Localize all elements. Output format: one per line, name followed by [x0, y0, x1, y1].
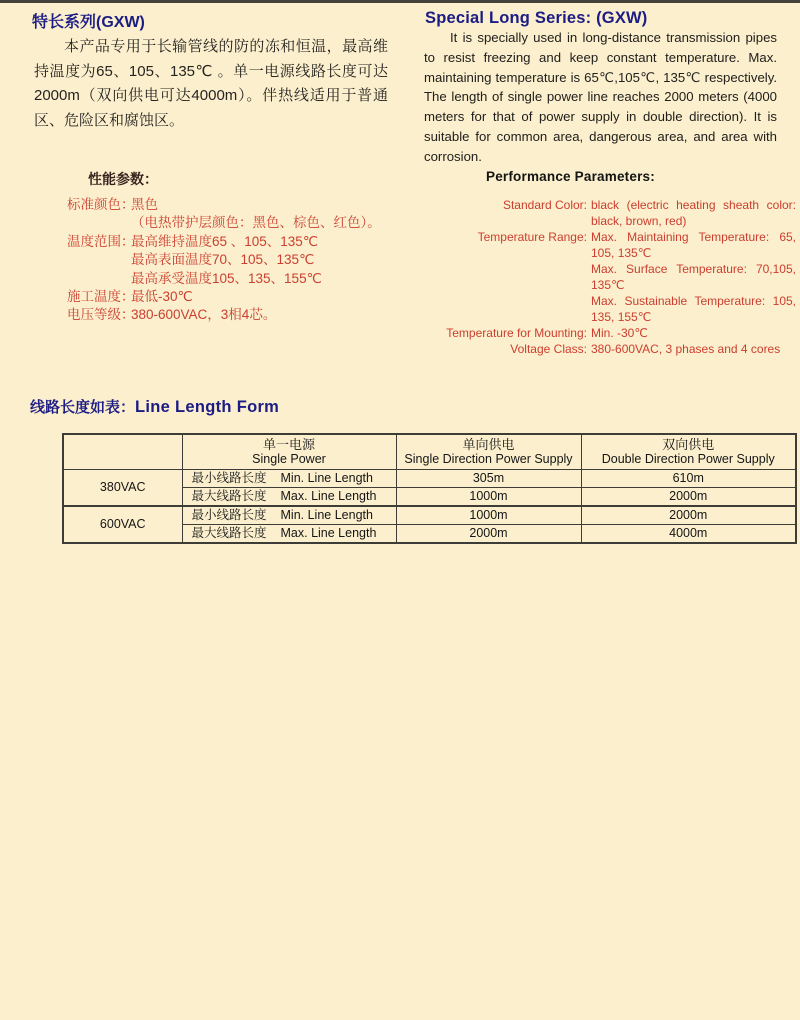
row-label-cell [182, 525, 396, 544]
row-label-en: Min. Line Length [280, 508, 373, 522]
row-label-cn: 最大线路长度 [191, 489, 267, 503]
param-values [591, 197, 796, 229]
param-value-line: Min. -30℃ [591, 326, 648, 340]
param-row-voltage-class-cn [67, 306, 381, 324]
value-single-direction: 1000m [396, 506, 581, 525]
param-values [131, 306, 276, 324]
param-value-line: Max. Surface Temperature: 70,105, 135℃ [591, 262, 796, 292]
param-value-line: Max. Maintaining Temperature: 65, 105, 135℃ [591, 230, 796, 260]
row-label-cn: 最大线路长度 [191, 526, 267, 540]
param-row-mounting-temperature-cn [67, 288, 381, 306]
params-title-cn: 性能参数： [88, 171, 158, 187]
section-title-cn: 特长系列(GXW) [32, 14, 145, 31]
param-value-line: 最高表面温度70、105、135℃ [131, 252, 315, 268]
param-values [591, 325, 796, 341]
param-value-line: 最高维持温度65 、105、135℃ [131, 233, 318, 249]
header-label-cn: 单一电源 [262, 437, 315, 452]
value-double-direction: 2000m [581, 488, 796, 507]
table-title-cn: 线路长度如表： [30, 399, 136, 416]
row-label-cell [182, 506, 396, 525]
row-label-en: Min. Line Length [280, 471, 373, 485]
value-double-direction: 2000m [581, 506, 796, 525]
header-cell-empty [63, 434, 182, 470]
row-label-cell [182, 470, 396, 488]
table-title [30, 396, 279, 417]
row-label-cn: 最小线路长度 [191, 508, 267, 522]
param-value-line: Max. Sustainable Temperature: 105, 135, 155℃ [591, 294, 796, 324]
param-value-line: （电热带护层颜色：黑色、棕色、红色）。 [131, 215, 381, 231]
value-single-direction: 305m [396, 470, 581, 488]
param-row-standard-color-en [446, 197, 796, 229]
header-cell-single-power [182, 434, 396, 470]
param-row-temperature-range-en [446, 229, 796, 325]
value-double-direction: 4000m [581, 525, 796, 544]
param-label: Standard Color: [502, 198, 587, 212]
header-cell-single-direction [396, 434, 581, 470]
intro-paragraph-cn: 本产品专用于长输管线的防的冻和恒温，最高维持温度为65、105、135℃ 。单一电源线路长度可达2000m（双向供电可达4000m）。伴热线适用于普通区、危险区和腐蚀区。 [34, 38, 388, 129]
row-label-cell [182, 488, 396, 507]
row-label-en: Max. Line Length [280, 489, 377, 503]
table-header-row [63, 434, 796, 470]
header-label-en: Single Direction Power Supply [404, 452, 573, 466]
intro-paragraph-en: It is specially used in long-distance transmission pipes to resist freezing and keep constant temperature. Max. maintaining temperature is 65℃,105℃, 135℃ respectively. The length of single power line reaches 2000 meters (4000 meters for that of power supply in double direction). It is suitable for common area, dangerous area, and area with corrosion. [424, 30, 777, 164]
param-values [591, 229, 796, 325]
param-values [131, 196, 381, 233]
param-label: 电压等级： [67, 307, 135, 323]
line-length-table [62, 433, 797, 544]
voltage-cell-600vac: 600VAC [63, 506, 182, 543]
header-label-cn: 双向供电 [662, 437, 715, 452]
param-value-line: 最高承受温度105、135、155℃ [131, 270, 322, 286]
value-double-direction: 610m [581, 470, 796, 488]
param-values [131, 233, 322, 288]
param-label: 施工温度： [67, 289, 135, 305]
section-title-en: Special Long Series: (GXW) [425, 9, 648, 27]
header-cell-double-direction [581, 434, 796, 470]
value-single-direction: 2000m [396, 525, 581, 544]
row-label-en: Max. Line Length [280, 526, 377, 540]
header-label-en: Single Power [252, 452, 326, 466]
header-label-en: Double Direction Power Supply [601, 452, 775, 466]
value-single-direction: 1000m [396, 488, 581, 507]
params-list-en [446, 197, 796, 357]
param-values [131, 288, 193, 306]
param-value-line: 380-600VAC，3相4芯。 [131, 307, 277, 323]
param-value-line: 最低-30℃ [131, 289, 193, 305]
param-values [591, 341, 796, 357]
table-title-en: Line Length Form [135, 398, 280, 416]
param-label: 标准颜色： [67, 197, 135, 212]
params-title-en: Performance Parameters: [486, 169, 655, 184]
param-row-standard-color-cn [67, 196, 381, 233]
param-row-voltage-class-en [446, 341, 796, 357]
param-label: Voltage Class: [510, 342, 587, 356]
table-row-600vac-min [63, 506, 796, 525]
param-value-line: black (electric heating sheath color: black, brown, red) [591, 198, 796, 228]
param-value-line: 黑色 [131, 197, 158, 212]
voltage-cell-380vac: 380VAC [63, 470, 182, 507]
param-label: Temperature for Mounting: [446, 326, 587, 340]
header-label-cn: 单向供电 [462, 437, 515, 452]
param-row-temperature-range-cn [67, 233, 381, 288]
param-label: 温度范围： [67, 233, 135, 249]
param-row-mounting-temperature-en [446, 325, 796, 341]
param-value-line: 380-600VAC, 3 phases and 4 cores [591, 342, 781, 356]
param-label: Temperature Range: [477, 230, 587, 244]
table-row-380vac-min [63, 470, 796, 488]
params-list-cn [67, 196, 381, 325]
row-label-cn: 最小线路长度 [191, 471, 267, 485]
